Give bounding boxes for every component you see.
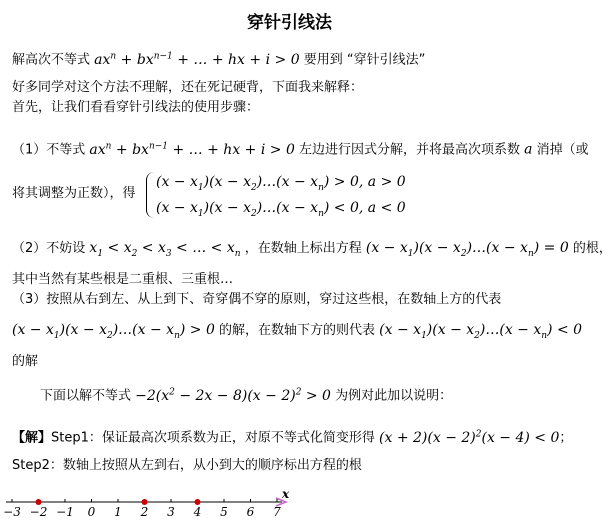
formula-below-axis: $(x - x_1)(x$ − $x_2)\dots(x - x_n) < 0$	[379, 322, 583, 341]
intro-line-3: 首先，让我们看看穿针引线法的使用步骤：	[12, 100, 260, 115]
number-line	[3, 487, 296, 524]
intro-line-2: 好多同学对这个方法不理解，还在死记硬背，下面我来解释：	[12, 80, 364, 95]
tick-label: 5	[220, 505, 228, 519]
formula-equation: $(x - x_1)(x$ − $x_2)\dots(x - x_n) = 0$	[365, 240, 569, 259]
root-point	[195, 499, 201, 505]
intro-prefix: 解高次不等式	[12, 52, 91, 68]
step2-prefix: （2）不妨设	[12, 241, 86, 256]
tick-label: 6	[246, 505, 255, 519]
intro-suffix: 要用到 “穿针引线法”	[303, 52, 426, 68]
step3-line-3: 的解	[12, 354, 39, 369]
tick-label: 4	[193, 505, 202, 519]
example-prefix: 下面以解不等式	[40, 388, 132, 404]
step3-line-1: （3）按照从右到左、从上到下、奇穿偶不穿的原则，穿过这些根，在数轴上方的代表	[12, 292, 502, 307]
tick-label: −1	[56, 505, 74, 519]
formula-above-axis: $(x - x_1)(x$ − $x_2)\dots(x - x_n) > 0$	[12, 322, 215, 341]
step1-tail: 消掉（或	[536, 142, 589, 158]
tick-label: 1	[114, 505, 122, 519]
step1-prefix: （1）不等式	[12, 142, 86, 158]
solution-step2: Step2：数轴上按照从左到右，从小到大的顺序标出方程的根	[12, 458, 362, 473]
tick-label: 2	[140, 505, 149, 519]
root-point	[36, 499, 42, 505]
tick-label: −3	[3, 505, 21, 519]
formula-simplified: $(x + 2)(x - 2)^2(x - 4) < 0$	[379, 429, 560, 446]
tick-label: −2	[29, 505, 48, 519]
tick-label: 3	[167, 505, 175, 519]
step2-line-1	[12, 238, 612, 264]
system-case-negative: $(x - x_1)(x$ − $x_2)\dots(x - x_n) < 0$, a < 0	[156, 200, 406, 219]
solution-step1-text: Step1：保证最高次项系数为正，对原不等式化简变形得	[51, 430, 375, 446]
formula-general-inequality: $ax^n + bx^{n-1}$ + … + hx + i > 0	[94, 51, 300, 68]
tick-label: 7	[273, 505, 281, 519]
root-point	[142, 499, 148, 505]
intro-line-1	[12, 46, 571, 71]
step2-tail: 的根，	[572, 241, 612, 256]
solution-label: 【解】	[12, 430, 52, 446]
step3-mid: 的解，在数轴下方的则代表	[219, 323, 376, 338]
example-suffix: 为例对此加以说明：	[335, 388, 453, 404]
step2-mid: ，在数轴上标出方程	[244, 241, 362, 256]
formula-step1-inequality: $ax^n + bx^{n-1}$ + … + hx + i > 0	[89, 141, 295, 158]
step1-suffix: 左边进行因式分解，并将最高次项系数	[299, 142, 521, 158]
step1-line-1	[12, 136, 589, 161]
tick-label: 0	[87, 505, 96, 519]
page-title: 穿针引线法	[247, 13, 332, 33]
system-brace	[146, 172, 155, 218]
formula-root-order: $x_1 < x_2 < x_3$ < … < $x_n$	[89, 240, 241, 259]
solution-step1: 【解】Step1：保证最高次项系数为正，对原不等式化简变形得 $(x + 2)(x - 2)^2(x - 4) < 0$；	[12, 429, 573, 446]
axis-label: x	[282, 487, 290, 501]
system-case-positive: $(x - x_1)(x$ − $x_2)\dots(x - x_n) > 0$, a > 0	[156, 174, 406, 193]
step2-line-2: 其中当然有某些根是二重根、三重根…	[12, 272, 234, 287]
formula-example-inequality: $-2(x^2 - 2x - 8)(x - 2)^2 > 0$	[135, 387, 331, 404]
example-line	[40, 382, 571, 407]
coefficient-variable: a	[524, 141, 533, 158]
step1-line-2: 将其调整为正数），得	[12, 186, 136, 201]
step3-line-2	[12, 320, 583, 346]
